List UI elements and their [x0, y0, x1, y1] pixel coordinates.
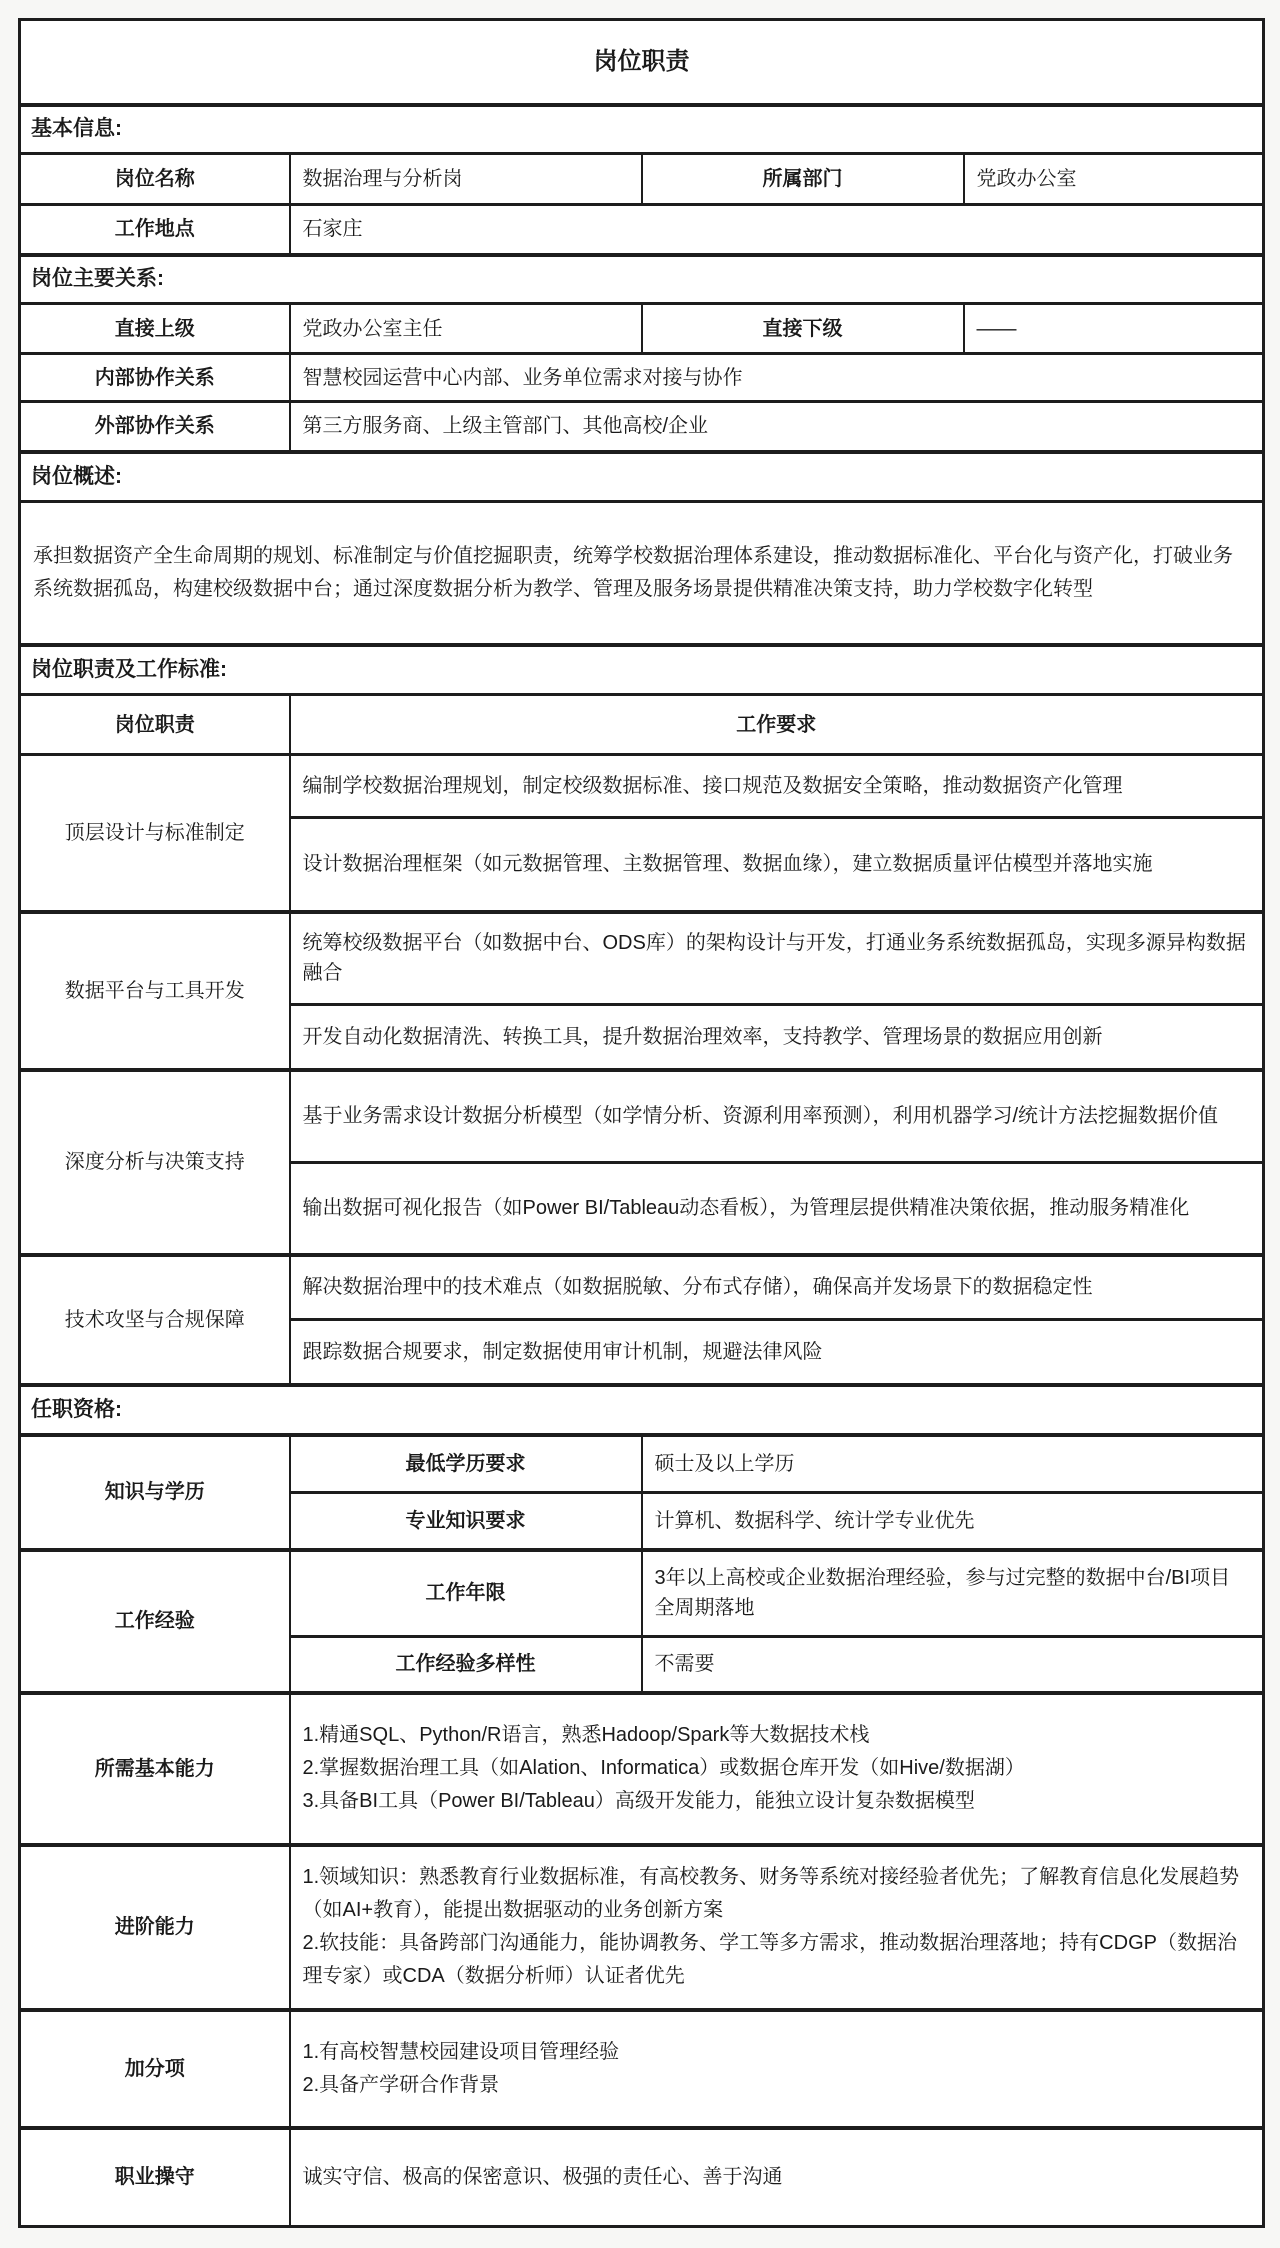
label-direct-supervisor: 直接上级	[20, 304, 290, 354]
label-internal-collaboration: 内部协作关系	[20, 354, 290, 402]
section-header-basic-info: 基本信息:	[20, 105, 1264, 154]
qual-value-min-education: 硕士及以上学历	[642, 1435, 1264, 1493]
section-header-overview: 岗位概述:	[20, 452, 1264, 502]
bonus-item: 2.具备产学研合作背景	[302, 2073, 500, 2096]
value-department: 党政办公室	[964, 154, 1264, 205]
duty-requirement: 编制学校数据治理规划，制定校级数据标准、接口规范及数据安全策略，推动数据资产化管理	[290, 755, 1264, 818]
duty-label-tech-compliance: 技术攻坚与合规保障	[20, 1255, 290, 1385]
qual-value-years: 3年以上高校或企业数据治理经验，参与过完整的数据中台/BI项目全周期落地	[642, 1550, 1264, 1637]
qual-value-basic-skills	[290, 1693, 1264, 1845]
basic-skill-item: 2.掌握数据治理工具（如Alation、Informatica）或数据仓库开发（如Hive/数据湖）	[302, 1757, 1025, 1779]
job-description-table	[18, 18, 1265, 2228]
qual-value-bonus	[290, 2010, 1264, 2128]
label-work-location: 工作地点	[20, 205, 290, 255]
value-work-location: 石家庄	[290, 205, 1264, 255]
doc-title: 岗位职责	[20, 20, 1264, 105]
duty-requirement: 统筹校级数据平台（如数据中台、ODS库）的架构设计与开发，打通业务系统数据孤岛，实现多源异构数据融合	[290, 912, 1264, 1005]
duty-requirement: 设计数据治理框架（如元数据管理、主数据管理、数据血缘），建立数据质量评估模型并落地实施	[290, 818, 1264, 912]
label-position-name: 岗位名称	[20, 154, 290, 205]
qual-sublabel-min-education: 最低学历要求	[290, 1435, 642, 1493]
qual-sublabel-diversity: 工作经验多样性	[290, 1637, 642, 1693]
duty-label-analysis-decision: 深度分析与决策支持	[20, 1070, 290, 1255]
duty-requirement: 输出数据可视化报告（如Power BI/Tableau动态看板），为管理层提供精准决策依据，推动服务精准化	[290, 1163, 1264, 1255]
basic-skill-item: 1.精通SQL、Python/R语言，熟悉Hadoop/Spark等大数据技术栈	[302, 1724, 870, 1746]
section-header-duties: 岗位职责及工作标准:	[20, 645, 1264, 695]
duty-requirement: 跟踪数据合规要求，制定数据使用审计机制，规避法律风险	[290, 1320, 1264, 1385]
label-department: 所属部门	[642, 154, 964, 205]
value-direct-supervisor: 党政办公室主任	[290, 304, 642, 354]
qual-sublabel-professional-knowledge: 专业知识要求	[290, 1493, 642, 1550]
qual-label-bonus: 加分项	[20, 2010, 290, 2128]
section-header-relations: 岗位主要关系:	[20, 255, 1264, 304]
overview-text: 承担数据资产全生命周期的规划、标准制定与价值挖掘职责，统筹学校数据治理体系建设，推动数据标准化、平台化与资产化，打破业务系统数据孤岛，构建校级数据中台；通过深度数据分析为教学、管理及服务场景提供精准决策支持，助力学校数字化转型	[20, 502, 1264, 645]
basic-skill-item: 3.具备BI工具（Power BI/Tableau）高级开发能力，能独立设计复杂数据模型	[302, 1790, 975, 1812]
duties-col-header-duty: 岗位职责	[20, 695, 290, 755]
qual-value-advanced-skills	[290, 1845, 1264, 2010]
duties-col-header-requirement: 工作要求	[290, 695, 1264, 755]
duty-requirement: 解决数据治理中的技术难点（如数据脱敏、分布式存储），确保高并发场景下的数据稳定性	[290, 1255, 1264, 1320]
duty-label-top-design: 顶层设计与标准制定	[20, 755, 290, 912]
advanced-skill-item: 1.领域知识：熟悉教育行业数据标准，有高校教务、财务等系统对接经验者优先；了解教育信息化发展趋势（如AI+教育），能提出数据驱动的业务创新方案	[302, 1866, 1240, 1921]
qual-sublabel-years: 工作年限	[290, 1550, 642, 1637]
value-external-collaboration: 第三方服务商、上级主管部门、其他高校/企业	[290, 402, 1264, 452]
value-position-name: 数据治理与分析岗	[290, 154, 642, 205]
qual-label-basic-skills: 所需基本能力	[20, 1693, 290, 1845]
duty-requirement: 开发自动化数据清洗、转换工具，提升数据治理效率，支持教学、管理场景的数据应用创新	[290, 1005, 1264, 1070]
duty-requirement: 基于业务需求设计数据分析模型（如学情分析、资源利用率预测），利用机器学习/统计方法挖掘数据价值	[290, 1070, 1264, 1163]
qual-label-ethics: 职业操守	[20, 2128, 290, 2227]
advanced-skill-item: 2.软技能：具备跨部门沟通能力，能协调教务、学工等多方需求，推动数据治理落地；持有CDGP（数据治理专家）或CDA（数据分析师）认证者优先	[302, 1932, 1237, 1987]
qual-label-knowledge: 知识与学历	[20, 1435, 290, 1550]
value-direct-subordinate: ——	[964, 304, 1264, 354]
label-external-collaboration: 外部协作关系	[20, 402, 290, 452]
value-internal-collaboration: 智慧校园运营中心内部、业务单位需求对接与协作	[290, 354, 1264, 402]
qual-value-professional-knowledge: 计算机、数据科学、统计学专业优先	[642, 1493, 1264, 1550]
label-direct-subordinate: 直接下级	[642, 304, 964, 354]
qual-value-diversity: 不需要	[642, 1637, 1264, 1693]
section-header-qualifications: 任职资格:	[20, 1385, 1264, 1435]
bonus-item: 1.有高校智慧校园建设项目管理经验	[302, 2040, 620, 2063]
duty-label-platform-tools: 数据平台与工具开发	[20, 912, 290, 1070]
qual-label-advanced-skills: 进阶能力	[20, 1845, 290, 2010]
qual-value-ethics: 诚实守信、极高的保密意识、极强的责任心、善于沟通	[290, 2128, 1264, 2227]
qual-label-experience: 工作经验	[20, 1550, 290, 1693]
